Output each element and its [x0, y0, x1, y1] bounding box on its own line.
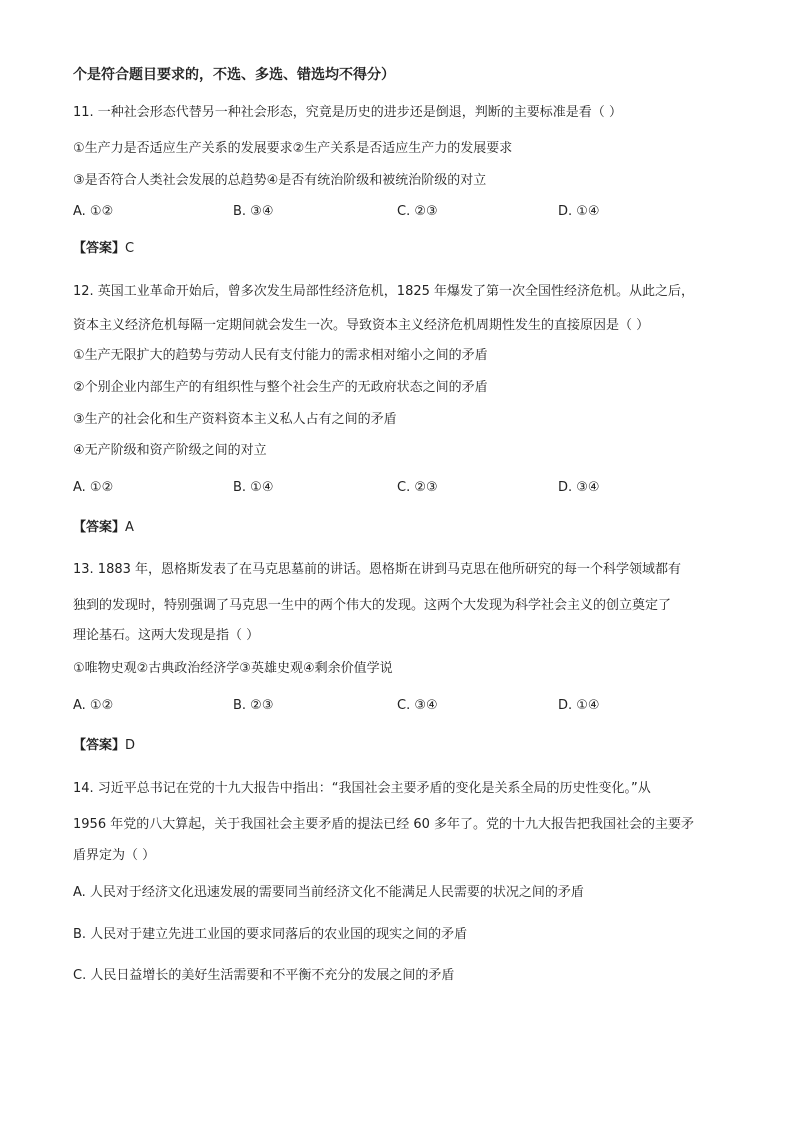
option-b: B. ③④	[233, 204, 274, 219]
answer-line	[73, 240, 134, 258]
option-b: B. 人民对于建立先进工业国的要求同落后的农业国的现实之间的矛盾	[73, 927, 468, 942]
option-d: D. ①④	[558, 204, 600, 219]
question-item: ④无产阶级和资产阶级之间的对立	[73, 443, 267, 458]
question-stem: 1956 年党的八大算起，关于我国社会主要矛盾的提法已经 60 多年了。党的十九大报告把我国社会的主要矛	[73, 817, 695, 832]
question-stem: 理论基石。这两大发现是指（ ）	[73, 628, 260, 643]
question-item: ③生产的社会化和生产资料资本主义私人占有之间的矛盾	[73, 412, 397, 427]
option-c: C. ②③	[397, 204, 438, 219]
option-c: C. ②③	[397, 480, 438, 495]
question-item: ①生产无限扩大的趋势与劳动人民有支付能力的需求相对缩小之间的矛盾	[73, 348, 488, 363]
option-c: C. ③④	[397, 698, 438, 713]
question-stem: 14. 习近平总书记在党的十九大报告中指出：“我国社会主要矛盾的变化是关系全局的历史性变化。”从	[73, 781, 651, 796]
option-c: C. 人民日益增长的美好生活需要和不平衡不充分的发展之间的矛盾	[73, 968, 455, 983]
question-stem: 12. 英国工业革命开始后，曾多次发生局部性经济危机，1825 年爆发了第一次全国性经济危机。从此之后，	[73, 284, 695, 299]
option-d: D. ③④	[558, 480, 600, 495]
question-item: ①生产力是否适应生产关系的发展要求②生产关系是否适应生产力的发展要求	[73, 141, 513, 156]
answer-value: C	[125, 241, 135, 256]
question-stem: 盾界定为（ ）	[73, 848, 156, 863]
answer-line	[73, 519, 134, 537]
question-stem: 独到的发现时，特别强调了马克思一生中的两个伟大的发现。这两个大发现为科学社会主义的创立奠定了	[73, 598, 672, 613]
option-a: A. 人民对于经济文化迅速发展的需要同当前经济文化不能满足人民需要的状况之间的矛盾	[73, 885, 584, 900]
question-stem: 13. 1883 年，恩格斯发表了在马克思墓前的讲话。恩格斯在讲到马克思在他所研究的每一个科学领域都有	[73, 562, 682, 577]
answer-value: D	[125, 738, 136, 753]
section-instruction: 个是符合题目要求的，不选、多选、错选均不得分）	[73, 67, 395, 83]
option-a: A. ①②	[73, 480, 114, 495]
question-stem: 资本主义经济危机每隔一定期间就会发生一次。导致资本主义经济危机周期性发生的直接原因是（ ）	[73, 318, 650, 333]
option-d: D. ①④	[558, 698, 600, 713]
option-b: B. ①④	[233, 480, 274, 495]
option-b: B. ②③	[233, 698, 274, 713]
answer-label: 【答案】	[73, 241, 126, 256]
question-item: ③是否符合人类社会发展的总趋势④是否有统治阶级和被统治阶级的对立	[73, 173, 487, 188]
question-item: ①唯物史观②古典政治经济学③英雄史观④剩余价值学说	[73, 661, 393, 676]
answer-line	[73, 737, 135, 755]
answer-label: 【答案】	[73, 520, 126, 535]
answer-value: A	[125, 520, 134, 535]
question-stem: 11. 一种社会形态代替另一种社会形态，究竟是历史的进步还是倒退，判断的主要标准是看（ ）	[73, 105, 622, 120]
option-a: A. ①②	[73, 698, 114, 713]
option-a: A. ①②	[73, 204, 114, 219]
answer-label: 【答案】	[73, 738, 126, 753]
question-item: ②个别企业内部生产的有组织性与整个社会生产的无政府状态之间的矛盾	[73, 380, 488, 395]
